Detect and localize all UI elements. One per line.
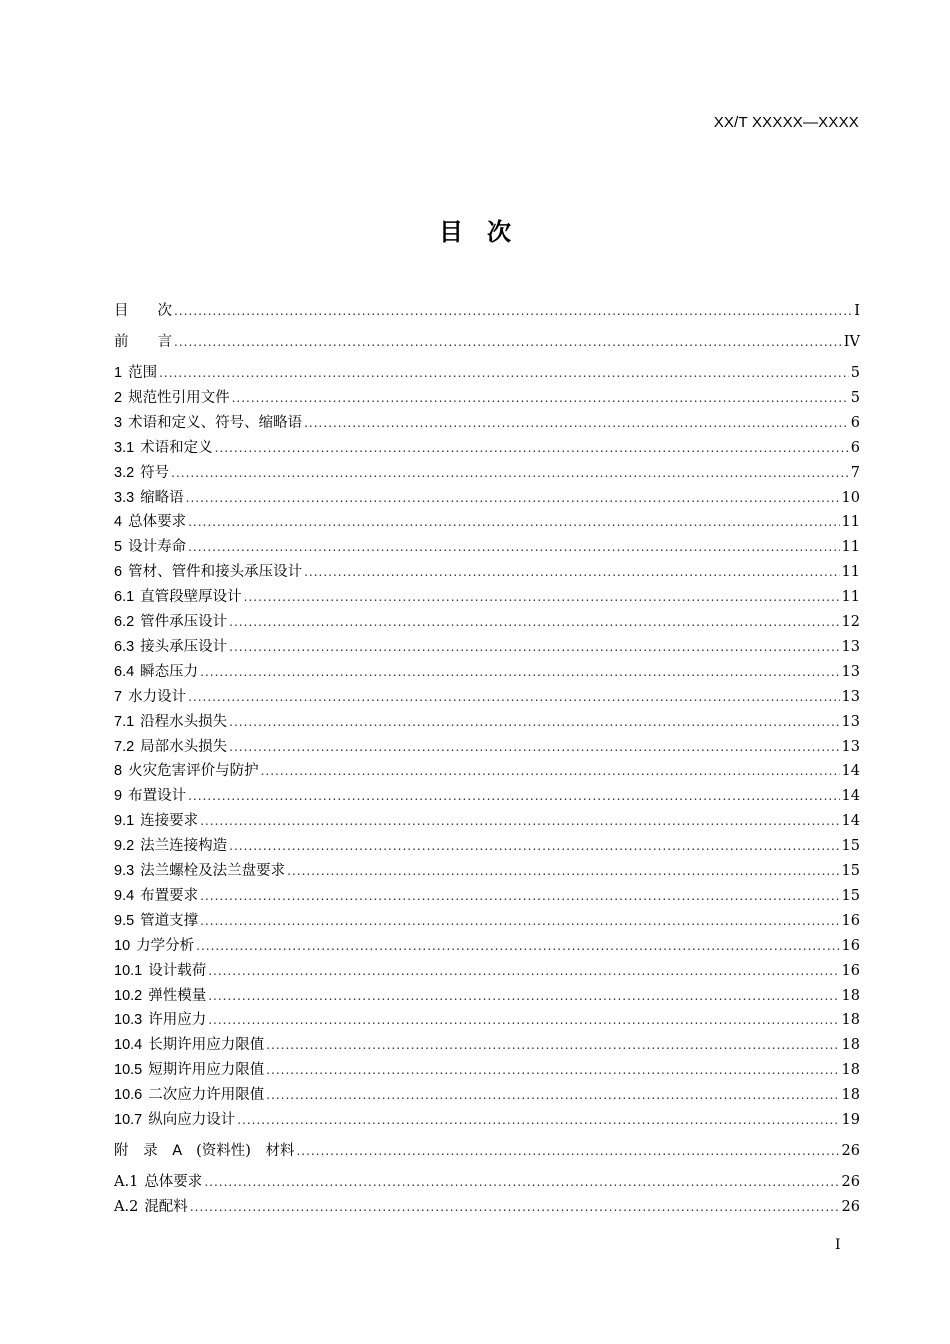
toc-entry-number: 10.2: [114, 987, 143, 1004]
toc-leader-dots: [266, 1084, 839, 1106]
toc-entry-page: 14: [841, 813, 860, 830]
toc-entry-title: 范围: [128, 365, 158, 381]
toc-entry[interactable]: [114, 835, 860, 857]
toc-entry[interactable]: [114, 561, 860, 583]
toc-entry-page: 14: [841, 788, 860, 805]
toc-entry-page: 16: [841, 937, 860, 954]
toc-entry[interactable]: [114, 711, 860, 733]
toc-entry-page: 13: [841, 713, 860, 730]
toc-entry[interactable]: [114, 935, 860, 957]
toc-leader-dots: [229, 611, 839, 633]
toc-entry-page: 16: [841, 962, 860, 979]
toc-entry[interactable]: [114, 1196, 860, 1218]
toc-entry-page: 18: [841, 1037, 860, 1054]
toc-entry-number: 3.3: [114, 489, 135, 506]
toc-leader-dots: [287, 860, 839, 882]
toc-entry-title: 术语和定义、符号、缩略语: [128, 414, 303, 431]
toc-entry-page: 13: [841, 638, 860, 655]
toc-entry-page: 26: [841, 1174, 860, 1190]
toc-entry-title: 纵向应力设计: [148, 1112, 236, 1128]
toc-entry[interactable]: [114, 611, 860, 633]
toc-entry-number: 10.4: [114, 1037, 143, 1054]
toc-entry-number: 5: [114, 539, 123, 556]
toc-entry-title: 许用应力: [148, 1012, 207, 1029]
toc-entry-title: (资料性) 材料: [196, 1143, 295, 1159]
toc-leader-dots: [188, 686, 839, 708]
toc-leader-dots: [232, 387, 849, 409]
toc-entry[interactable]: [114, 331, 860, 353]
toc-entry[interactable]: [114, 511, 860, 533]
toc-entry[interactable]: [114, 1171, 860, 1193]
toc-entry-number: 9.3: [114, 863, 135, 879]
toc-entry[interactable]: [114, 536, 860, 558]
toc-entry-page: 6: [850, 439, 860, 456]
toc-entry-page: 15: [841, 863, 860, 879]
toc-entry-number: 3.1: [114, 439, 135, 456]
toc-entry-number: 10.1: [114, 962, 143, 979]
toc-entry[interactable]: [114, 885, 860, 907]
toc-entry-page: 13: [841, 688, 860, 705]
toc-entry-number: 6.4: [114, 663, 135, 680]
toc-entry-number: 9.5: [114, 912, 135, 929]
toc-leader-dots: [208, 985, 839, 1007]
toc-entry-title: 短期许用应力限值: [148, 1062, 265, 1079]
toc-entry-page: 11: [841, 564, 860, 581]
toc-leader-dots: [186, 487, 840, 509]
toc-entry-title: 总体要求: [144, 1174, 203, 1190]
toc-entry[interactable]: [114, 985, 860, 1007]
toc-entry[interactable]: [114, 760, 860, 782]
toc-entry-title: 术语和定义: [140, 439, 213, 456]
toc-entry-title: 连接要求: [140, 813, 199, 830]
toc-leader-dots: [229, 835, 839, 857]
toc-entry-page: 13: [841, 663, 860, 680]
toc-leader-dots: [237, 1109, 839, 1131]
toc-leader-dots: [215, 437, 849, 459]
toc-entry-title: 设计寿命: [128, 539, 187, 556]
toc-entry-page: I: [854, 303, 860, 319]
page-title: 目 次: [439, 218, 511, 246]
toc-leader-dots: [196, 935, 839, 957]
toc-entry[interactable]: [114, 810, 860, 832]
toc-entry-number: 7.2: [114, 738, 135, 755]
toc-entry-number: 附 录 A: [114, 1143, 183, 1159]
toc-entry-number: 10: [114, 937, 131, 954]
toc-entry-page: 12: [841, 614, 860, 630]
toc-entry[interactable]: [114, 387, 860, 409]
toc-leader-dots: [261, 760, 840, 782]
toc-entry[interactable]: [114, 487, 860, 509]
toc-entry-title: 混配料: [144, 1198, 188, 1215]
toc-leader-dots: [208, 1009, 839, 1031]
toc-entry-page: 11: [841, 539, 860, 556]
toc-leader-dots: [171, 462, 849, 484]
toc-entry-page: 26: [841, 1143, 860, 1159]
toc-entry-number: 10.5: [114, 1062, 143, 1079]
toc-entry-number: A.1: [114, 1174, 139, 1190]
toc-entry-page: 14: [841, 763, 860, 780]
toc-leader-dots: [159, 362, 849, 384]
toc-entry[interactable]: [114, 1109, 860, 1131]
toc-entry-page: 15: [841, 887, 860, 904]
toc-entry-title: 缩略语: [140, 489, 184, 506]
toc-leader-dots: [208, 960, 839, 982]
toc-leader-dots: [229, 636, 839, 658]
toc-entry-page: 18: [841, 987, 860, 1004]
toc-entry-number: 7.1: [114, 713, 135, 730]
toc-entry-number: 4: [114, 514, 123, 531]
toc-entry-number: 8: [114, 763, 123, 780]
toc-entry-title: 设计载荷: [148, 962, 207, 979]
toc-leader-dots: [304, 561, 839, 583]
toc-leader-dots: [244, 586, 840, 608]
toc-entry-title: 管材、管件和接头承压设计: [128, 564, 303, 581]
toc-entry-page: 15: [841, 838, 860, 855]
toc-leader-dots: [200, 661, 839, 683]
toc-entry-page: 26: [841, 1198, 860, 1215]
toc-entry[interactable]: [114, 362, 860, 384]
toc-entry-title: 二次应力许用限值: [148, 1087, 265, 1104]
toc-entry-number: 9.4: [114, 887, 135, 904]
toc-entry-number: 10.7: [114, 1112, 143, 1128]
toc-entry-title: 前 言: [114, 334, 172, 350]
toc-leader-dots: [174, 331, 842, 353]
toc-entry-title: 直管段壁厚设计: [140, 589, 242, 606]
toc-entry-number: 6.2: [114, 614, 135, 630]
toc-entry[interactable]: [114, 686, 860, 708]
toc-entry[interactable]: [114, 586, 860, 608]
toc-entry-page: 7: [850, 464, 860, 481]
toc-entry-title: 管件承压设计: [140, 614, 228, 630]
document-code: XX/T XXXXX—XXXX: [713, 114, 859, 131]
toc-entry-number: 3: [114, 414, 123, 431]
toc-entry[interactable]: [114, 1140, 860, 1162]
toc-leader-dots: [188, 785, 839, 807]
toc-entry[interactable]: [114, 1059, 860, 1081]
toc-entry-number: 6.1: [114, 589, 135, 606]
toc-entry-number: 10.3: [114, 1012, 143, 1029]
toc-entry-number: 9: [114, 788, 123, 805]
toc-entry[interactable]: [114, 910, 860, 932]
footer-page-number: I: [835, 1237, 841, 1253]
toc-entry-page: 13: [841, 738, 860, 755]
toc-entry-page: 19: [841, 1112, 860, 1128]
toc-entry-title: 目 次: [114, 303, 172, 319]
toc-entry-number: 1: [114, 365, 123, 381]
toc-leader-dots: [188, 536, 839, 558]
toc-entry-title: 长期许用应力限值: [148, 1037, 265, 1054]
toc-leader-dots: [200, 810, 839, 832]
toc-entry-page: IV: [843, 334, 860, 350]
toc-entry-title: 弹性模量: [148, 987, 207, 1004]
toc-entry[interactable]: [114, 736, 860, 758]
toc-entry-number: 9.2: [114, 838, 135, 855]
toc-entry-title: 力学分析: [136, 937, 195, 954]
toc-entry-title: 布置设计: [128, 788, 187, 805]
toc-entry-page: 18: [841, 1087, 860, 1104]
toc-entry[interactable]: [114, 785, 860, 807]
toc-entry-number: 9.1: [114, 813, 135, 830]
toc-entry-page: 5: [850, 365, 860, 381]
toc-entry-number: A.2: [114, 1198, 139, 1215]
toc-leader-dots: [200, 910, 839, 932]
toc-entry-page: 16: [841, 912, 860, 929]
toc-leader-dots: [200, 885, 839, 907]
toc-entry-title: 总体要求: [128, 514, 187, 531]
toc-entry-title: 符号: [140, 464, 170, 481]
toc-entry-title: 法兰螺栓及法兰盘要求: [140, 863, 286, 879]
toc-entry-title: 沿程水头损失: [140, 713, 228, 730]
toc-entry-title: 管道支撑: [140, 912, 199, 929]
toc-entry-page: 6: [850, 414, 860, 431]
toc-entry-title: 火灾危害评价与防护: [128, 763, 259, 780]
toc-entry[interactable]: [114, 661, 860, 683]
toc-entry[interactable]: [114, 1084, 860, 1106]
toc-entry-title: 法兰连接构造: [140, 838, 228, 855]
toc-entry[interactable]: [114, 1009, 860, 1031]
toc-leader-dots: [229, 711, 839, 733]
toc-entry-title: 局部水头损失: [140, 738, 228, 755]
toc-entry-page: 5: [850, 389, 860, 406]
toc-leader-dots: [266, 1034, 839, 1056]
toc-entry-number: 6.3: [114, 638, 135, 655]
toc-leader-dots: [204, 1171, 839, 1193]
toc-entry-number: 3.2: [114, 464, 135, 481]
toc-entry-number: 7: [114, 688, 123, 705]
toc-entry-title: 布置要求: [140, 887, 199, 904]
toc-entry[interactable]: [114, 412, 860, 434]
toc-entry-page: 11: [841, 514, 860, 531]
toc-entry[interactable]: [114, 300, 860, 322]
toc-leader-dots: [188, 511, 839, 533]
toc-entry[interactable]: [114, 462, 860, 484]
toc-entry[interactable]: [114, 860, 860, 882]
toc-leader-dots: [296, 1140, 839, 1162]
toc-entry[interactable]: [114, 437, 860, 459]
toc-entry[interactable]: [114, 960, 860, 982]
toc-entry-title: 规范性引用文件: [128, 389, 230, 406]
toc-leader-dots: [304, 412, 849, 434]
toc-entry-page: 18: [841, 1012, 860, 1029]
toc-entry-title: 接头承压设计: [140, 638, 228, 655]
toc-leader-dots: [190, 1196, 840, 1218]
toc-leader-dots: [229, 736, 839, 758]
toc-entry-number: 10.6: [114, 1087, 143, 1104]
toc-entry-page: 18: [841, 1062, 860, 1079]
toc-entry-page: 10: [841, 489, 860, 506]
toc-leader-dots: [174, 300, 852, 322]
toc-entry[interactable]: [114, 1034, 860, 1056]
toc-entry-number: 2: [114, 389, 123, 406]
toc-entry-page: 11: [841, 589, 860, 606]
toc-entry-title: 瞬态压力: [140, 663, 199, 680]
toc-entry[interactable]: [114, 636, 860, 658]
toc-entry-number: 6: [114, 564, 123, 581]
toc-entry-title: 水力设计: [128, 688, 187, 705]
toc-leader-dots: [266, 1059, 839, 1081]
